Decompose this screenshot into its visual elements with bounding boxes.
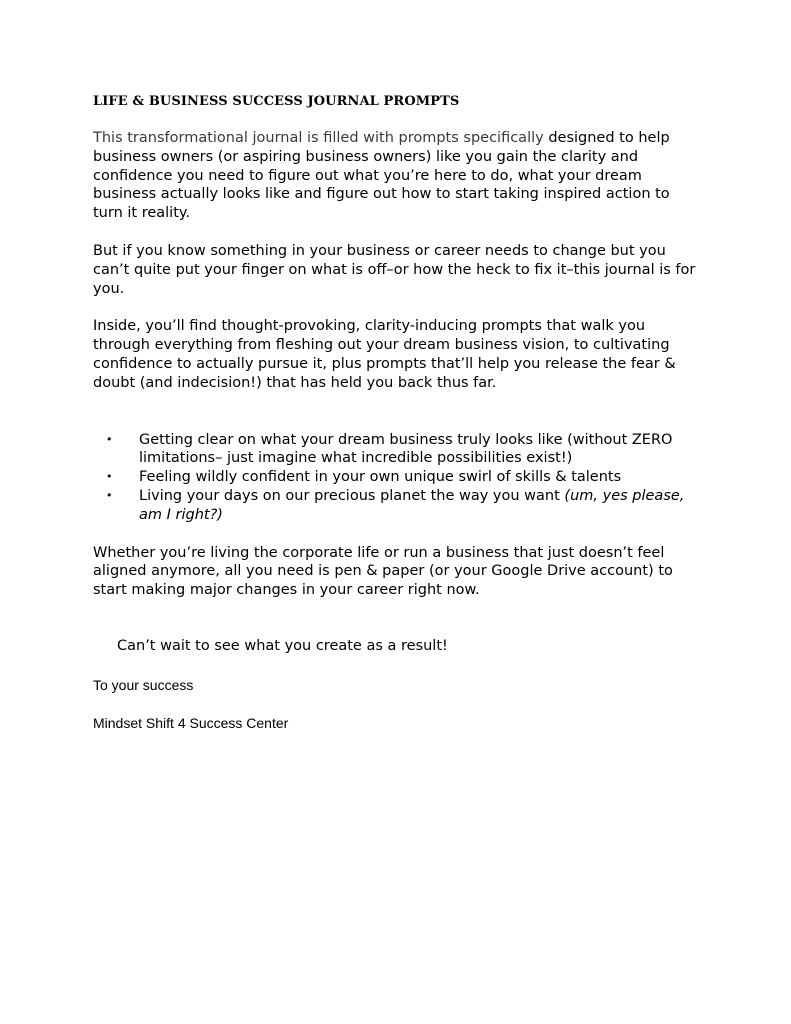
bullet-italic-text: (um, yes please, am I right?) [139, 487, 685, 523]
bullet-icon: • [106, 470, 113, 484]
paragraph-4: Whether you’re living the corporate life or run a business that just doesn’t feel aligned anymore, all you need is pen & paper (or your Google Drive account) to start making major changes in your career right now. [93, 544, 673, 599]
intro-lead-text: This transformational journal is filled with prompts specifically [93, 130, 544, 146]
bullet-list [93, 431, 703, 525]
paragraph-2: But if you know something in your business or career needs to change but you can’t quite put your finger on what is off–or how the heck to fix it–this journal is for you. [93, 242, 696, 297]
bullet-item [93, 431, 703, 469]
intro-paragraph [93, 129, 703, 223]
document-page [93, 92, 703, 732]
bullet-text: Getting clear on what your dream business truly looks like (without ZERO limitations– just imagine what incredible possibilities exist!) [139, 431, 673, 467]
paragraph-3: Inside, you’ll find thought-provoking, clarity-inducing prompts that walk you through everything from fleshing out your dream business vision, to cultivating confidence to actually pursue it, plus prompts that’ll help you release the fear & doubt (and indecision!) that has held you back thus far. [93, 318, 676, 391]
bullet-text: Feeling wildly confident in your own unique swirl of skills & talents [139, 469, 622, 486]
bullet-icon: • [106, 488, 113, 502]
document-title: LIFE & BUSINESS SUCCESS JOURNAL PROMPTS [93, 94, 460, 109]
closing-line: Can’t wait to see what you create as a result! [117, 637, 448, 654]
intro-rest-text: designed to help business owners (or aspiring business owners) like you gain the clarity and confidence you need to figure out what you’re here to do, what your dream business actually looks like and figure out how to start taking inspired action to turn it reality. [93, 130, 670, 222]
bullet-item [93, 468, 703, 487]
bullet-item [93, 487, 703, 525]
bullet-text: Living your days on our precious planet the way you want [139, 487, 565, 504]
signature: Mindset Shift 4 Success Center [93, 714, 289, 731]
signoff: To your success [93, 676, 194, 693]
bullet-icon: • [106, 432, 113, 446]
spacer [93, 412, 703, 431]
